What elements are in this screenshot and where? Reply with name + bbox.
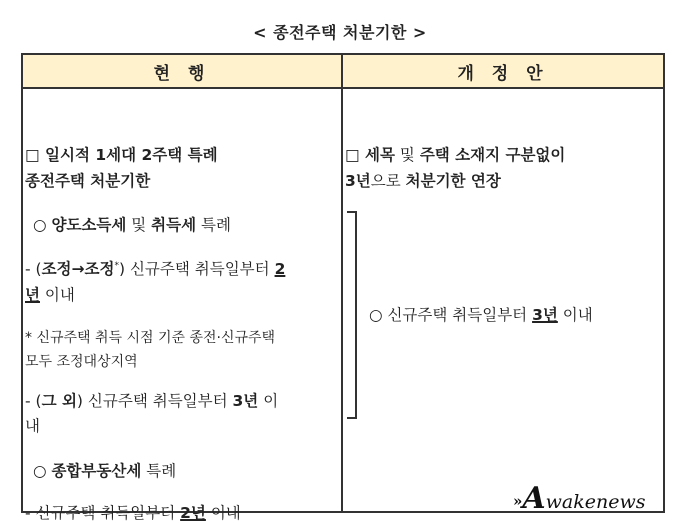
- adj-prefix: - (: [25, 260, 42, 278]
- note-line1: * 신규주택 취득 시점 기준 종전·신규주택: [25, 330, 276, 346]
- revised-heading-conj: 으로: [370, 172, 406, 190]
- comp-line: [25, 501, 241, 523]
- revised-heading-and: 및: [395, 146, 420, 164]
- revised-heading-line1: [345, 143, 565, 165]
- other-years: 3년: [232, 392, 259, 410]
- tax2-suffix: 특례: [141, 462, 177, 480]
- adj-years-a: 2: [274, 260, 286, 278]
- revised-cell: [342, 88, 664, 512]
- tax1-name-a: 양도소득세: [51, 216, 127, 234]
- revised-item-tail: 이내: [557, 306, 593, 324]
- bullet: ○: [33, 216, 52, 234]
- revised-item: [369, 303, 593, 325]
- revised-heading-extend: 처분기한 연장: [405, 172, 501, 190]
- adjusted-line1: [25, 257, 285, 279]
- checkbox-glyph: □: [345, 146, 366, 164]
- watermark-arrows: »: [513, 492, 523, 510]
- adj-years-b: 년: [25, 286, 40, 304]
- other-line2: 내: [25, 417, 40, 435]
- revised-heading-a: 세목: [365, 146, 395, 164]
- adj-star: *: [114, 260, 119, 271]
- other-prefix: - (: [25, 392, 42, 410]
- tax2-name: 종합부동산세: [51, 462, 142, 480]
- revised-heading-b: 주택 소재지 구분없이: [419, 146, 566, 164]
- revised-heading-line2: [345, 169, 501, 191]
- current-heading-line1: □ 일시적 1세대 2주택 특례: [25, 146, 218, 164]
- current-heading-line2: 종전주택 처분기한: [25, 172, 151, 190]
- comp-years: 2년: [180, 504, 206, 522]
- tax1-name-b: 취득세: [151, 216, 197, 234]
- bracket-divider: [347, 211, 357, 419]
- comp-prefix: - 신규주택 취득일부터: [25, 504, 181, 522]
- comparison-table: [21, 53, 665, 522]
- other-label: 그 외: [41, 392, 77, 410]
- adj-mid: ) 신규주택 취득일부터: [118, 260, 275, 278]
- adj-tail: 이내: [39, 286, 75, 304]
- revised-heading-years: 3년: [345, 172, 371, 190]
- revised-item-years: 3년: [532, 306, 558, 324]
- other-mid: ) 신규주택 취득일부터: [76, 392, 233, 410]
- current-cell: [22, 88, 342, 522]
- comp-tail: 이내: [205, 504, 241, 522]
- tax1-and: 및: [126, 216, 152, 234]
- watermark-letter: A: [522, 481, 546, 516]
- other-tail-a: 이: [258, 392, 279, 410]
- other-line1: [25, 389, 278, 411]
- tax1-line: [33, 213, 231, 235]
- adj-label: 조정→조정: [41, 260, 115, 278]
- tax1-suffix: 특례: [196, 216, 231, 234]
- tax2-line: [33, 459, 176, 481]
- header-current: 현 행: [22, 54, 342, 88]
- note-line2: 모두 조정대상지역: [25, 354, 138, 370]
- page-title: < 종전주택 처분기한 >: [253, 23, 427, 42]
- bullet: ○: [33, 462, 52, 480]
- watermark-logo: [513, 481, 646, 516]
- watermark-text: wakenews: [545, 491, 646, 513]
- adjusted-line2: [25, 283, 75, 305]
- header-revised: 개 정 안: [342, 54, 664, 88]
- revised-item-prefix: ○ 신규주택 취득일부터: [369, 306, 533, 324]
